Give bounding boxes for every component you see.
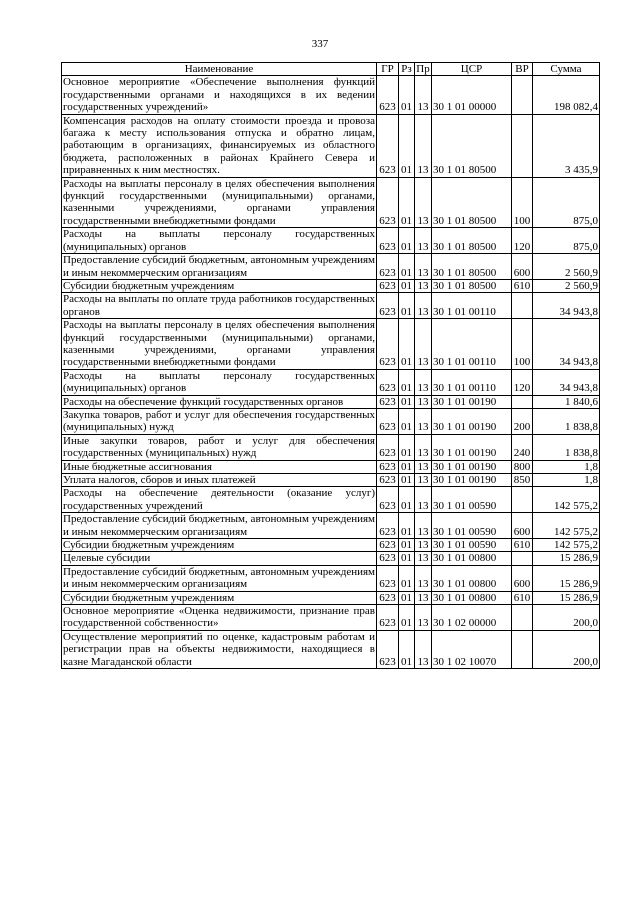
cell-pr: 13 — [415, 369, 432, 395]
table-row — [62, 552, 600, 565]
cell-vr: 610 — [512, 591, 533, 604]
cell-rz: 01 — [399, 369, 415, 395]
cell-rz: 01 — [399, 591, 415, 604]
cell-rz: 01 — [399, 76, 415, 114]
cell-name: Предоставление субсидий бюджетным, автономным учреждениям и иным некоммерческим организациям — [63, 513, 375, 538]
cell-name: Расходы на выплаты по оплате труда работников государственных органов — [63, 293, 375, 318]
cell-csr: 30 1 02 10070 — [432, 630, 512, 668]
cell-gr: 623 — [377, 319, 399, 370]
table-row — [62, 177, 600, 228]
table-row — [62, 630, 600, 668]
cell-rz: 01 — [399, 177, 415, 228]
cell-csr: 30 1 01 80500 — [432, 254, 512, 280]
cell-gr: 623 — [377, 630, 399, 668]
cell-vr — [512, 114, 533, 177]
cell-name: Расходы на выплаты персоналу государственных (муниципальных) органов — [63, 228, 375, 253]
cell-vr — [512, 487, 533, 513]
cell-sum: 198 082,4 — [533, 76, 600, 114]
cell-pr: 13 — [415, 408, 432, 434]
table-row — [62, 228, 600, 254]
table-row — [62, 369, 600, 395]
cell-pr: 13 — [415, 279, 432, 292]
cell-gr: 623 — [377, 177, 399, 228]
cell-name: Субсидии бюджетным учреждениям — [62, 591, 377, 604]
table-row — [62, 408, 600, 434]
cell-rz: 01 — [399, 552, 415, 565]
table-row — [62, 605, 600, 631]
table-row — [62, 460, 600, 473]
page-number: 337 — [311, 38, 329, 50]
cell-vr: 100 — [512, 177, 533, 228]
cell-pr: 13 — [415, 565, 432, 591]
table-row — [62, 591, 600, 604]
table-row — [62, 319, 600, 370]
cell-gr: 623 — [377, 552, 399, 565]
cell-rz: 01 — [399, 565, 415, 591]
cell-vr: 610 — [512, 539, 533, 552]
cell-gr: 623 — [377, 487, 399, 513]
cell-csr: 30 1 01 00000 — [432, 76, 512, 114]
budget-table — [61, 62, 600, 669]
cell-csr: 30 1 01 80500 — [432, 177, 512, 228]
cell-csr: 30 1 01 00590 — [432, 513, 512, 539]
cell-name: Целевые субсидии — [62, 552, 377, 565]
cell-sum: 200,0 — [533, 630, 600, 668]
cell-rz: 01 — [399, 279, 415, 292]
cell-pr: 13 — [415, 513, 432, 539]
cell-sum: 3 435,9 — [533, 114, 600, 177]
cell-pr: 13 — [415, 434, 432, 460]
cell-vr: 240 — [512, 434, 533, 460]
cell-sum: 875,0 — [533, 177, 600, 228]
table-row — [62, 114, 600, 177]
cell-name: Предоставление субсидий бюджетным, автономным учреждениям и иным некоммерческим организациям — [63, 565, 375, 591]
cell-pr: 13 — [415, 254, 432, 280]
cell-rz: 01 — [399, 474, 415, 487]
cell-vr — [512, 605, 533, 631]
cell-gr: 623 — [377, 460, 399, 473]
cell-vr: 600 — [512, 513, 533, 539]
cell-gr: 623 — [377, 228, 399, 254]
cell-pr: 13 — [415, 114, 432, 177]
table-row — [62, 254, 600, 280]
cell-gr: 623 — [377, 434, 399, 460]
cell-name: Уплата налогов, сборов и иных платежей — [62, 474, 377, 487]
cell-rz: 01 — [399, 434, 415, 460]
cell-gr: 623 — [377, 114, 399, 177]
cell-vr: 200 — [512, 408, 533, 434]
cell-name: Основное мероприятие «Оценка недвижимости, признание прав государственной собственности» — [63, 605, 375, 630]
cell-rz: 01 — [399, 539, 415, 552]
cell-vr — [512, 630, 533, 668]
cell-gr: 623 — [377, 605, 399, 631]
cell-rz: 01 — [399, 228, 415, 254]
cell-rz: 01 — [399, 319, 415, 370]
cell-vr — [512, 76, 533, 114]
cell-gr: 623 — [377, 565, 399, 591]
cell-name: Основное мероприятие «Обеспечение выполнения функций государственными органами и находящихся в их ведении государственных учреждений» — [63, 76, 375, 114]
cell-pr: 13 — [415, 487, 432, 513]
cell-gr: 623 — [377, 474, 399, 487]
cell-gr: 623 — [377, 408, 399, 434]
header-vr: ВР — [512, 63, 533, 76]
cell-pr: 13 — [415, 319, 432, 370]
cell-name: Закупка товаров, работ и услуг для обеспечения государственных (муниципальных) нужд — [63, 408, 375, 434]
cell-csr: 30 1 01 00110 — [432, 369, 512, 395]
cell-rz: 01 — [399, 408, 415, 434]
cell-name: Субсидии бюджетным учреждениям — [62, 539, 377, 552]
cell-rz: 01 — [399, 460, 415, 473]
cell-gr: 623 — [377, 369, 399, 395]
cell-sum: 142 575,2 — [533, 487, 600, 513]
cell-csr: 30 1 01 00190 — [432, 460, 512, 473]
cell-gr: 623 — [377, 395, 399, 408]
cell-rz: 01 — [399, 605, 415, 631]
cell-sum: 15 286,9 — [533, 552, 600, 565]
header-csr: ЦСР — [432, 63, 512, 76]
cell-name: Иные бюджетные ассигнования — [62, 460, 377, 473]
header-pr: Пр — [416, 63, 430, 75]
cell-name: Иные закупки товаров, работ и услуг для обеспечения государственных (муниципальных) нужд — [63, 434, 375, 460]
cell-sum: 34 943,8 — [533, 319, 600, 370]
cell-vr — [512, 293, 533, 319]
cell-sum: 1 840,6 — [533, 395, 600, 408]
cell-name: Предоставление субсидий бюджетным, автономным учреждениям и иным некоммерческим организациям — [63, 254, 375, 279]
header-rz: Рз — [399, 63, 415, 76]
cell-gr: 623 — [377, 76, 399, 114]
cell-vr: 100 — [512, 319, 533, 370]
cell-vr: 800 — [512, 460, 533, 473]
cell-sum: 1,8 — [533, 474, 600, 487]
cell-name: Субсидии бюджетным учреждениям — [62, 279, 377, 292]
cell-csr: 30 1 01 80500 — [432, 279, 512, 292]
cell-csr: 30 1 01 00800 — [432, 565, 512, 591]
cell-name: Компенсация расходов на оплату стоимости проезда и провоза багажа к месту использования отпуска и обратно лицам, работающим в организациях, финансируемых из областного бюджета, расположенных в районах Крайнего Севера и приравненных к ним местностях. — [63, 114, 375, 177]
cell-pr: 13 — [415, 293, 432, 319]
cell-gr: 623 — [377, 539, 399, 552]
table-row — [62, 395, 600, 408]
cell-sum: 2 560,9 — [533, 279, 600, 292]
cell-rz: 01 — [399, 630, 415, 668]
cell-sum: 1 838,8 — [533, 434, 600, 460]
cell-csr: 30 1 02 00000 — [432, 605, 512, 631]
cell-vr: 120 — [512, 369, 533, 395]
cell-rz: 01 — [399, 395, 415, 408]
cell-vr: 600 — [512, 565, 533, 591]
table-header-row — [62, 63, 600, 76]
cell-pr: 13 — [415, 395, 432, 408]
cell-pr: 13 — [415, 460, 432, 473]
cell-pr: 13 — [415, 474, 432, 487]
table-row — [62, 76, 600, 114]
cell-csr: 30 1 01 00190 — [432, 474, 512, 487]
cell-name: Расходы на обеспечение функций государственных органов — [62, 395, 377, 408]
cell-pr: 13 — [415, 552, 432, 565]
cell-vr — [512, 395, 533, 408]
cell-vr: 610 — [512, 279, 533, 292]
cell-sum: 142 575,2 — [533, 513, 600, 539]
cell-name: Расходы на обеспечение деятельности (оказание услуг) государственных учреждений — [63, 487, 375, 512]
table-row — [62, 279, 600, 292]
cell-rz: 01 — [399, 293, 415, 319]
cell-sum: 15 286,9 — [533, 591, 600, 604]
cell-rz: 01 — [399, 513, 415, 539]
cell-sum: 2 560,9 — [533, 254, 600, 280]
cell-pr: 13 — [415, 591, 432, 604]
cell-gr: 623 — [377, 293, 399, 319]
cell-rz: 01 — [399, 254, 415, 280]
header-sum: Сумма — [533, 63, 600, 76]
table-row — [62, 539, 600, 552]
cell-csr: 30 1 01 00110 — [432, 319, 512, 370]
cell-pr: 13 — [415, 76, 432, 114]
cell-rz: 01 — [399, 487, 415, 513]
cell-pr: 13 — [415, 228, 432, 254]
cell-csr: 30 1 01 00800 — [432, 552, 512, 565]
cell-gr: 623 — [377, 513, 399, 539]
cell-name: Осуществление мероприятий по оценке, кадастровым работам и регистрации прав на объекты недвижимости, находящиеся в казне Магаданской области — [63, 630, 375, 668]
table-row — [62, 474, 600, 487]
cell-name: Расходы на выплаты персоналу государственных (муниципальных) органов — [63, 369, 375, 395]
cell-sum: 34 943,8 — [533, 293, 600, 319]
cell-pr: 13 — [415, 630, 432, 668]
cell-csr: 30 1 01 80500 — [432, 228, 512, 254]
header-name: Наименование — [62, 63, 377, 76]
cell-sum: 142 575,2 — [533, 539, 600, 552]
cell-csr: 30 1 01 00110 — [432, 293, 512, 319]
cell-sum: 1,8 — [533, 460, 600, 473]
header-gr: ГР — [377, 63, 399, 76]
cell-name: Расходы на выплаты персоналу в целях обеспечения выполнения функций государственными (муниципальными) органами, казенными учреждениями, органами управления государственными внебюджетными фондами — [63, 319, 375, 369]
table-row — [62, 565, 600, 591]
cell-name: Расходы на выплаты персоналу в целях обеспечения выполнения функций государственными (муниципальными) органами, казенными учреждениями, органами управления государственными внебюджетными фондами — [63, 177, 375, 227]
cell-csr: 30 1 01 00590 — [432, 487, 512, 513]
cell-pr: 13 — [415, 539, 432, 552]
cell-sum: 200,0 — [533, 605, 600, 631]
cell-vr: 120 — [512, 228, 533, 254]
cell-sum: 15 286,9 — [533, 565, 600, 591]
cell-pr: 13 — [415, 177, 432, 228]
cell-rz: 01 — [399, 114, 415, 177]
cell-gr: 623 — [377, 279, 399, 292]
cell-vr — [512, 552, 533, 565]
cell-csr: 30 1 01 00590 — [432, 539, 512, 552]
cell-sum: 875,0 — [533, 228, 600, 254]
cell-csr: 30 1 01 00190 — [432, 395, 512, 408]
table-row — [62, 513, 600, 539]
cell-gr: 623 — [377, 254, 399, 280]
cell-sum: 1 838,8 — [533, 408, 600, 434]
table-row — [62, 293, 600, 319]
table-row — [62, 434, 600, 460]
cell-sum: 34 943,8 — [533, 369, 600, 395]
cell-csr: 30 1 01 00190 — [432, 434, 512, 460]
cell-vr: 850 — [512, 474, 533, 487]
cell-csr: 30 1 01 00190 — [432, 408, 512, 434]
cell-csr: 30 1 01 80500 — [432, 114, 512, 177]
cell-gr: 623 — [377, 591, 399, 604]
table-row — [62, 487, 600, 513]
cell-pr: 13 — [415, 605, 432, 631]
table-body — [62, 76, 600, 669]
cell-csr: 30 1 01 00800 — [432, 591, 512, 604]
cell-vr: 600 — [512, 254, 533, 280]
